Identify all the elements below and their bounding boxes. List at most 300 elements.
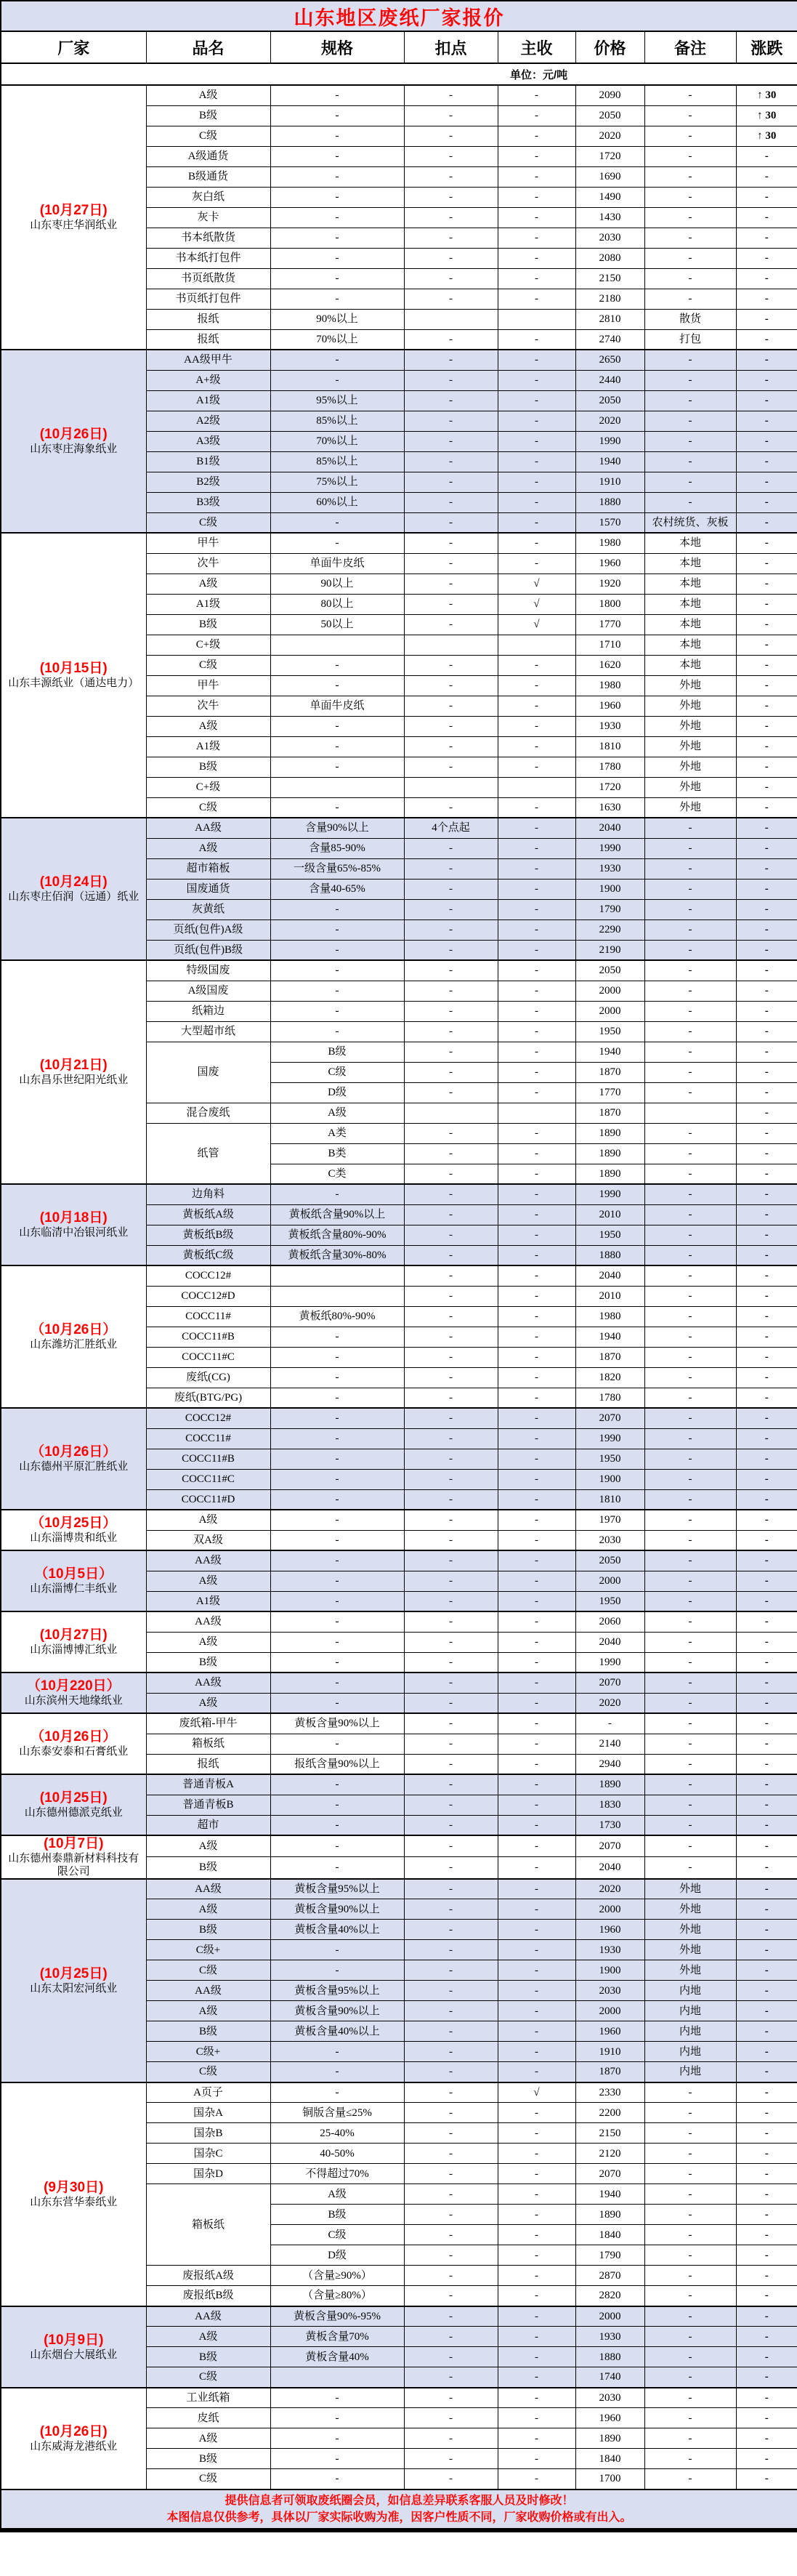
change-cell: - [736,1489,797,1510]
main-cell: - [498,1815,575,1835]
change-cell: - [736,1408,797,1428]
spec-cell: 95%以上 [270,390,404,411]
factory-cell [1,960,146,1184]
spec-cell: - [270,899,404,919]
price-cell: 2070 [575,1835,644,1857]
price-cell: 1880 [575,2347,644,2367]
change-cell: - [736,268,797,289]
note-cell: - [644,1449,736,1469]
change-cell: - [736,777,797,797]
deduct-cell: - [404,1920,498,1940]
product-cell: C级 [146,2469,270,2490]
change-cell: - [736,1388,797,1408]
deduct-cell: - [404,166,498,187]
price-cell: 1880 [575,492,644,512]
price-cell: 1960 [575,2021,644,2042]
main-cell: - [498,2184,575,2205]
main-cell: - [498,2062,575,2082]
price-cell: 1930 [575,2327,644,2347]
note-cell: - [644,1143,736,1164]
change-cell: - [736,1774,797,1795]
main-cell: √ [498,614,575,635]
deduct-cell: - [404,1367,498,1388]
note-cell: - [644,2367,736,2388]
price-cell: - [575,1713,644,1734]
deduct-cell: - [404,919,498,940]
note-cell: - [644,1469,736,1489]
change-cell: - [736,2042,797,2062]
price-cell: 1990 [575,1428,644,1449]
product-cell: 国杂D [146,2164,270,2184]
product-cell: AA级 [146,1550,270,1571]
change-cell: - [736,614,797,635]
spec-cell: - [270,736,404,757]
change-cell: - [736,2144,797,2164]
main-cell: - [498,187,575,207]
main-cell: - [498,1611,575,1632]
change-cell: - [736,2306,797,2327]
main-cell: - [498,451,575,472]
spec-cell: 黄板纸含量80%-90% [270,1225,404,1245]
spec-cell: - [270,1795,404,1815]
note-cell: - [644,268,736,289]
main-cell: - [498,1245,575,1265]
product-cell: 报纸 [146,1754,270,1774]
main-cell: - [498,1082,575,1103]
change-cell: - [736,1265,797,1286]
note-cell: - [644,228,736,248]
deduct-cell: - [404,1693,498,1713]
note-cell: - [644,2245,736,2266]
deduct-cell: - [404,1042,498,1062]
price-cell: 1940 [575,2184,644,2205]
table-row [1,2388,797,2408]
spec-cell: - [270,757,404,777]
note-cell: 外地 [644,777,736,797]
change-cell: ↑ 30 [736,126,797,146]
product-cell: 废报纸B级 [146,2286,270,2306]
deduct-cell: - [404,696,498,716]
product-cell: 书本纸打包件 [146,248,270,268]
table-row [1,1265,797,1286]
main-cell: - [498,207,575,228]
change-cell: - [736,228,797,248]
note-cell: - [644,1347,736,1367]
main-cell: - [498,533,575,553]
table-row [1,1408,797,1428]
note-cell: - [644,1632,736,1652]
change-cell: - [736,1449,797,1469]
main-cell: - [498,1960,575,1981]
deduct-cell: - [404,2144,498,2164]
main-cell: - [498,1899,575,1920]
main-cell: - [498,1164,575,1184]
factory-cell [1,1673,146,1713]
product-cell: COCC12#D [146,1286,270,1306]
product-cell: B级 [146,614,270,635]
deduct-cell: - [404,105,498,126]
change-cell: - [736,940,797,960]
note-cell: - [644,960,736,981]
factory-name: 山东临清中冶银河纸业 [19,1226,129,1239]
price-cell: 2020 [575,1879,644,1899]
note-cell: - [644,2449,736,2469]
note-cell: - [644,431,736,451]
spec-cell: 黄板含量90%以上 [270,1713,404,1734]
factory-cell [1,1184,146,1265]
main-cell: - [498,1388,575,1408]
price-cell: 2010 [575,1204,644,1225]
main-cell: - [498,2123,575,2144]
deduct-cell: - [404,248,498,268]
spec-cell: 25-40% [270,2123,404,2144]
spec-cell: 黄板含量70% [270,2327,404,2347]
factory-name: 山东太阳宏河纸业 [30,1982,118,1995]
note-cell: - [644,492,736,512]
price-cell: 1820 [575,1367,644,1388]
change-cell: - [736,1835,797,1857]
spec-cell: 40-50% [270,2144,404,2164]
col-header-price: 价格 [575,31,644,63]
deduct-cell: - [404,1327,498,1347]
spec-cell: - [270,1428,404,1449]
price-cell: 2070 [575,1408,644,1428]
main-cell: - [498,1795,575,1815]
note-cell: 外地 [644,1960,736,1981]
price-cell: 1930 [575,858,644,879]
note-cell: - [644,2408,736,2428]
deduct-cell: - [404,1734,498,1754]
deduct-cell: - [404,1713,498,1734]
product-cell: 边角料 [146,1184,270,1204]
change-cell: - [736,573,797,594]
deduct-cell: - [404,838,498,858]
main-cell: - [498,1693,575,1713]
note-cell: - [644,1245,736,1265]
price-cell: 1960 [575,696,644,716]
change-cell: - [736,1899,797,1920]
spec-cell: - [270,1734,404,1754]
deduct-cell: - [404,1347,498,1367]
main-cell: - [498,1062,575,1082]
deduct-cell: - [404,1204,498,1225]
deduct-cell: - [404,1510,498,1530]
change-cell: - [736,635,797,655]
change-cell: - [736,207,797,228]
factory-date: (10月25日) [39,1790,108,1806]
spec-cell: - [270,1184,404,1204]
main-cell: - [498,655,575,675]
change-cell: - [736,2001,797,2021]
deduct-cell: - [404,2184,498,2205]
note-cell: 外地 [644,757,736,777]
note-cell: - [644,1164,736,1184]
deduct-cell: - [404,2388,498,2408]
main-cell: - [498,289,575,309]
table-row [1,533,797,553]
main-cell: - [498,1143,575,1164]
spec-cell [270,1265,404,1286]
change-cell: - [736,2286,797,2306]
deduct-cell: - [404,2245,498,2266]
change-cell: - [736,187,797,207]
price-cell: 2810 [575,309,644,329]
price-cell: 2290 [575,919,644,940]
note-cell: - [644,289,736,309]
change-cell: - [736,146,797,166]
main-cell: - [498,2469,575,2490]
factory-cell [1,1879,146,2082]
factory-date: (9月30日) [44,2179,104,2195]
deduct-cell: - [404,350,498,370]
spec-cell: 黄板含量40%以上 [270,1920,404,1940]
price-cell: 1950 [575,1449,644,1469]
change-cell: - [736,797,797,818]
deduct-cell: - [404,2327,498,2347]
deduct-cell: - [404,1857,498,1879]
main-cell: - [498,757,575,777]
factory-cell [1,533,146,818]
product-cell: B1级 [146,451,270,472]
main-cell: - [498,512,575,533]
table-row [1,2082,797,2103]
product-cell: A1级 [146,736,270,757]
spec-cell: 黄板含量40%以上 [270,2021,404,2042]
product-cell: 次牛 [146,696,270,716]
deduct-cell: - [404,655,498,675]
price-cell: 2190 [575,940,644,960]
price-cell: 2020 [575,1693,644,1713]
deduct-cell: - [404,1530,498,1550]
price-cell: 2650 [575,350,644,370]
product-cell: A级 [146,1693,270,1713]
factory-date: (10月27日) [39,203,108,219]
price-cell: 1920 [575,573,644,594]
price-cell: 1810 [575,736,644,757]
table-body [1,85,797,2490]
deduct-cell: - [404,1388,498,1408]
price-cell: 2870 [575,2266,644,2286]
main-cell: - [498,1673,575,1693]
spec-cell: - [270,2042,404,2062]
change-cell: - [736,818,797,838]
product-cell: AA级 [146,1673,270,1693]
change-cell: - [736,1347,797,1367]
note-cell: 内地 [644,2021,736,2042]
change-cell: - [736,2408,797,2428]
spec-cell: - [270,1347,404,1367]
note-cell: - [644,1184,736,1204]
factory-cell [1,2306,146,2388]
change-cell: - [736,1367,797,1388]
note-cell: - [644,1571,736,1591]
footer-row [1,2490,797,2530]
note-cell: - [644,818,736,838]
main-cell: - [498,2306,575,2327]
price-cell: 1780 [575,757,644,777]
spec-cell: - [270,1652,404,1673]
note-cell: - [644,1388,736,1408]
main-cell: - [498,960,575,981]
spec-cell: - [270,2449,404,2469]
deduct-cell: - [404,126,498,146]
price-cell: 1930 [575,1940,644,1960]
price-cell: 1840 [575,2449,644,2469]
note-cell: - [644,166,736,187]
factory-name: 山东丰源纸业（通达电力） [8,677,139,689]
product-cell: 灰黄纸 [146,899,270,919]
deduct-cell: - [404,2347,498,2367]
note-cell: - [644,1815,736,1835]
spec-cell: - [270,1367,404,1388]
change-cell: - [736,2225,797,2245]
price-cell: 1990 [575,1652,644,1673]
product-cell: 书页纸散货 [146,268,270,289]
main-cell: - [498,1632,575,1652]
note-cell: - [644,1428,736,1449]
spec-cell: 报纸含量90%以上 [270,1754,404,1774]
price-cell: 2140 [575,1734,644,1754]
product-cell: 黄板纸A级 [146,1204,270,1225]
price-cell: 1720 [575,777,644,797]
change-cell: - [736,2184,797,2205]
spec-cell: - [270,85,404,105]
product-cell: A级 [146,1571,270,1591]
price-cell: 2150 [575,2123,644,2144]
product-cell: 工业纸箱 [146,2388,270,2408]
deduct-cell [404,309,498,329]
factory-date: （10月26日） [31,1729,117,1745]
change-cell: - [736,1306,797,1327]
deduct-cell [404,777,498,797]
change-cell: - [736,1143,797,1164]
note-cell: - [644,858,736,879]
note-cell: - [644,1550,736,1571]
deduct-cell: - [404,1123,498,1143]
product-cell: B3级 [146,492,270,512]
main-cell: - [498,1327,575,1347]
price-cell: 2040 [575,1632,644,1652]
price-cell: 1890 [575,1143,644,1164]
price-cell: 2020 [575,411,644,431]
note-cell: - [644,1713,736,1734]
spec-cell: 黄板含量40% [270,2347,404,2367]
price-cell: 1940 [575,1042,644,1062]
spec-cell: - [270,1571,404,1591]
change-cell: - [736,1204,797,1225]
main-cell [498,309,575,329]
main-cell: - [498,1428,575,1449]
spec-cell: - [270,512,404,533]
spec-cell: 黄板含量95%以上 [270,1879,404,1899]
price-cell: 1790 [575,899,644,919]
price-cell: 1770 [575,1082,644,1103]
price-cell: 2040 [575,1857,644,1879]
main-cell: - [498,1042,575,1062]
price-cell: 1800 [575,594,644,614]
note-cell: 外地 [644,1899,736,1920]
main-cell: √ [498,594,575,614]
price-cell: 1870 [575,1103,644,1123]
product-cell: C级 [146,797,270,818]
note-cell: - [644,1082,736,1103]
note-cell: 外地 [644,696,736,716]
spec-cell: 75%以上 [270,472,404,492]
main-cell [498,777,575,797]
spec-cell: - [270,2388,404,2408]
note-cell: - [644,1123,736,1143]
note-cell: - [644,1835,736,1857]
main-cell: - [498,2245,575,2266]
change-cell: - [736,1611,797,1632]
change-cell: - [736,2062,797,2082]
spec-cell: 黄板含量95%以上 [270,1981,404,2001]
change-cell: - [736,1082,797,1103]
factory-date: （10月26日） [31,1322,117,1338]
main-cell: - [498,1469,575,1489]
note-cell: - [644,919,736,940]
price-cell: 2820 [575,2286,644,2306]
deduct-cell: - [404,1611,498,1632]
factory-name: 山东德州德派克纸业 [24,1806,123,1819]
note-cell: 外地 [644,736,736,757]
change-cell: - [736,879,797,899]
price-cell: 1960 [575,2408,644,2428]
product-cell: COCC12# [146,1408,270,1428]
change-cell: - [736,2123,797,2144]
note-cell: - [644,126,736,146]
factory-date: (10月7日) [44,1836,104,1851]
factory-cell [1,1408,146,1510]
factory-date: (10月18日) [39,1210,108,1226]
price-cell: 1780 [575,1388,644,1408]
note-cell: - [644,2388,736,2408]
product-cell: A+级 [146,370,270,390]
note-cell: - [644,1408,736,1428]
change-cell: - [736,1327,797,1347]
note-cell: - [644,899,736,919]
change-cell: - [736,2388,797,2408]
note-cell: - [644,2123,736,2144]
change-cell: - [736,1245,797,1265]
change-cell: - [736,492,797,512]
deduct-cell: - [404,1225,498,1245]
price-cell: 2200 [575,2103,644,2123]
note-cell: - [644,1489,736,1510]
note-cell: - [644,879,736,899]
spec-cell: - [270,1857,404,1879]
main-cell: - [498,1286,575,1306]
spec-cell: - [270,207,404,228]
deduct-cell: - [404,289,498,309]
product-cell: 书本纸散货 [146,228,270,248]
main-cell: - [498,1347,575,1367]
deduct-cell: - [404,1632,498,1652]
main-cell: - [498,818,575,838]
spec-cell: 70%以上 [270,329,404,350]
factory-date: (10月9日) [44,2332,104,2348]
change-cell: - [736,960,797,981]
main-cell: - [498,146,575,166]
note-cell: - [644,2144,736,2164]
price-cell: 1870 [575,1347,644,1367]
main-cell: - [498,1713,575,1734]
table-row [1,1879,797,1899]
deduct-cell: - [404,451,498,472]
main-cell: - [498,858,575,879]
spec-cell: （含量≥90%） [270,2266,404,2286]
product-cell: 混合废纸 [146,1103,270,1123]
